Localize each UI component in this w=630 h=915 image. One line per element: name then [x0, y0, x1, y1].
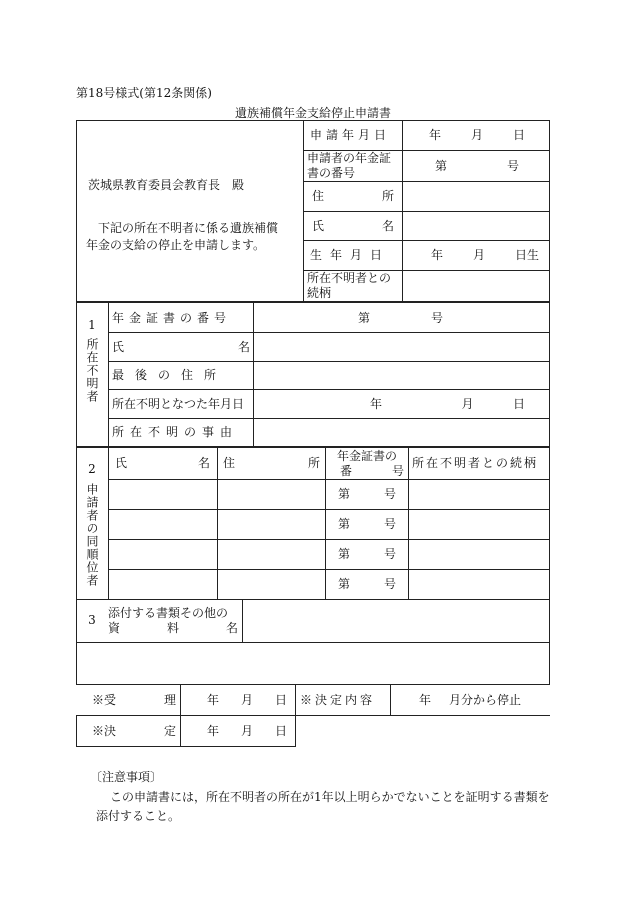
section1-missing-date-value: 年 月 日	[370, 396, 525, 411]
decision-content-value: 年 月分から停止	[419, 693, 522, 707]
addressee: 茨城県教育委員会教育長 殿	[88, 178, 245, 192]
notes-text-line1: この申請書には，所在不明者の所在が1年以上明らかでないことを証明する書類を	[110, 790, 550, 804]
section1-reason-label: 所在不明の事由	[112, 425, 239, 439]
notes-heading: 〔注意事項〕	[90, 770, 163, 784]
birth-date-label: 生年月日	[310, 248, 391, 262]
section2-row3-cert: 第 号	[338, 547, 396, 561]
received-value: 年 月 日	[207, 693, 287, 707]
decision-content-label: ※決定内容	[300, 693, 376, 707]
section2-relation-header: 所在不明者との続柄	[412, 456, 539, 470]
section2-number: 2	[88, 462, 96, 476]
address-label: 住 所	[312, 189, 394, 203]
section1-missing-date-label: 所在不明となつた年月日	[112, 396, 245, 411]
section2-cert-header: 年金証書の 番 号	[336, 449, 404, 478]
relation-label: 所在不明者との 続柄	[307, 271, 392, 300]
section2-row1-cert: 第 号	[338, 487, 396, 501]
form-title: 遺族補償年金支給停止申請書	[234, 106, 391, 120]
applicant-cert-label: 申請者の年金証 書の番号	[307, 151, 392, 180]
section2-row4-cert: 第 号	[338, 577, 396, 591]
section2-title: 申請者の同順位者	[85, 483, 99, 587]
section1-cert-value: 第 号	[358, 310, 443, 325]
section1-name-label: 氏 名	[112, 339, 250, 354]
notes-text-line2: 添付すること。	[96, 809, 181, 823]
section1-title: 所在不明者	[85, 338, 99, 403]
section1-number: 1	[88, 318, 96, 332]
section3-number: 3	[88, 613, 96, 627]
request-text: 下記の所在不明者に係る遺族補償 年金の支給の停止を申請します。	[86, 221, 279, 252]
application-date-value: 年 月 日	[428, 128, 525, 142]
section3-title: 添付する書類その他の 資 料 名	[108, 606, 238, 635]
birth-date-value: 年 月 日生	[431, 248, 539, 262]
section1-cert-label: 年金証書の番号	[112, 310, 232, 325]
section2-address-header: 住 所	[223, 456, 320, 470]
decided-value: 年 月 日	[207, 723, 287, 738]
application-date-label: 申請年月日	[310, 128, 391, 142]
form-number: 第18号様式(第12条関係)	[76, 86, 212, 100]
received-label: ※受 理	[92, 693, 176, 707]
section2-name-header: 氏 名	[115, 456, 210, 470]
applicant-cert-value: 第 号	[435, 158, 519, 173]
section2-row2-cert: 第 号	[338, 517, 396, 531]
name-label: 氏 名	[312, 218, 394, 233]
section1-last-address-label: 最後の住所	[112, 368, 228, 382]
decided-label: ※決 定	[92, 723, 176, 738]
